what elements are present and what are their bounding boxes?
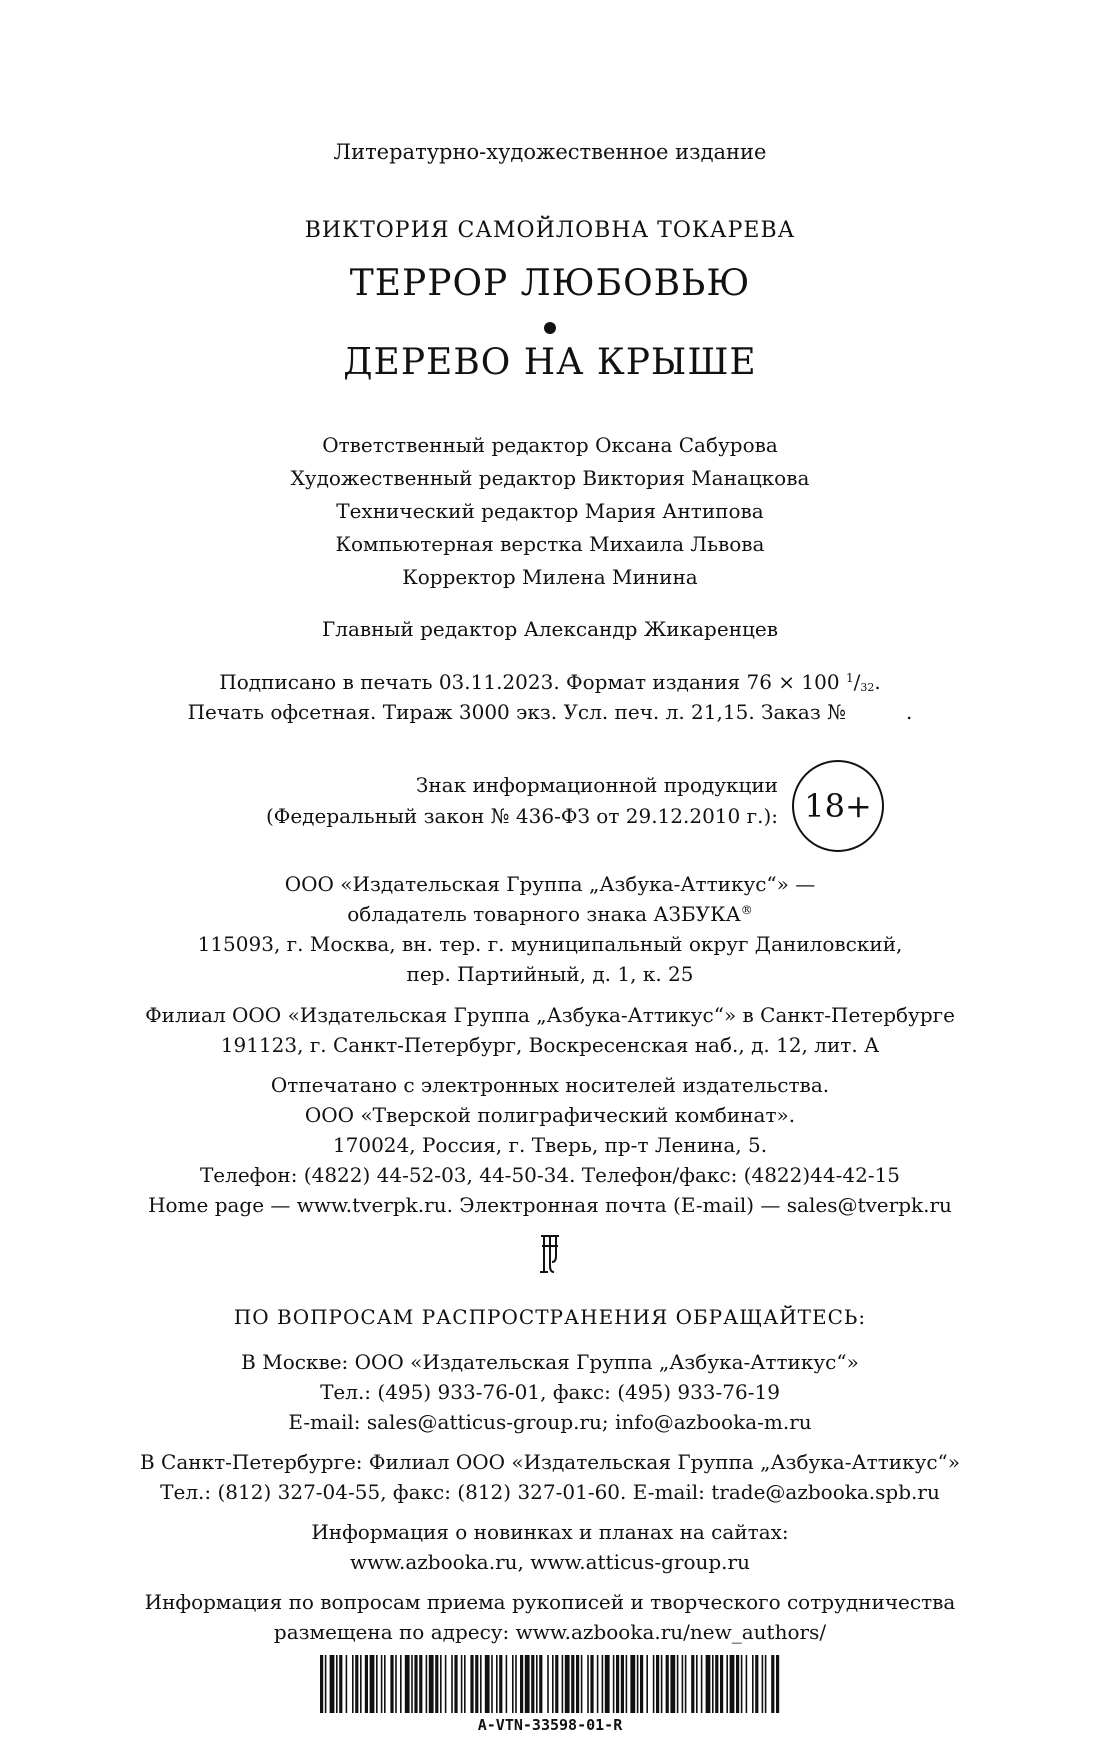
barcode-bar bbox=[677, 1655, 679, 1713]
printer-line: Отпечатано с электронных носителей издательства. bbox=[270, 1073, 830, 1097]
distribution-moscow: В Москве: ООО «Издательская Группа „Азбука-Аттикус“» bbox=[241, 1350, 859, 1374]
publisher-address: 115093, г. Москва, вн. тер. г. муниципальный округ Даниловский, bbox=[197, 932, 903, 956]
printer-monogram-icon bbox=[538, 1232, 562, 1278]
book-title-2: ДЕРЕВО НА КРЫШЕ bbox=[343, 342, 757, 383]
barcode-bar bbox=[464, 1655, 466, 1713]
barcode-bar bbox=[646, 1655, 648, 1713]
publisher-line: ООО «Издательская Группа „Азбука-Аттикус“» — bbox=[284, 872, 816, 896]
barcode-bar bbox=[776, 1655, 779, 1713]
barcode-bar bbox=[685, 1655, 687, 1713]
barcode-bar bbox=[765, 1655, 767, 1713]
barcode-bar bbox=[440, 1655, 442, 1713]
barcode-bar bbox=[454, 1655, 457, 1713]
barcode-bar bbox=[531, 1655, 534, 1713]
barcode-bar bbox=[485, 1655, 490, 1713]
barcode-bar bbox=[515, 1655, 517, 1713]
barcode-bar bbox=[470, 1655, 473, 1713]
barcode-bar bbox=[384, 1655, 386, 1713]
printer-line: 170024, Россия, г. Тверь, пр-т Ленина, 5. bbox=[332, 1133, 768, 1157]
staff-line: Компьютерная верстка Михаила Львова bbox=[335, 532, 765, 556]
barcode-bar bbox=[752, 1655, 754, 1713]
barcode-bar bbox=[626, 1655, 628, 1713]
format-fraction: $^1$/32 bbox=[845, 670, 875, 694]
barcode-bar bbox=[741, 1655, 743, 1713]
websites-line: Информация о новинках и планах на сайтах: bbox=[311, 1520, 789, 1544]
barcode-number: A-VTN-33598-01-R bbox=[477, 1716, 623, 1734]
barcode-bar bbox=[352, 1655, 354, 1713]
branch-address: 191123, г. Санкт-Петербург, Воскресенская наб., д. 12, лит. А bbox=[220, 1033, 880, 1057]
barcode-bar bbox=[771, 1655, 774, 1713]
publisher-line: обладатель товарного знака АЗБУКА® bbox=[347, 902, 753, 926]
barcode-bar bbox=[552, 1655, 554, 1713]
printer-line: ООО «Тверской полиграфический комбинат». bbox=[304, 1103, 796, 1127]
chief-editor: Главный редактор Александр Жикаренцев bbox=[322, 617, 778, 641]
author-name: ВИКТОРИЯ САМОЙЛОВНА ТОКАРЕВА bbox=[304, 218, 796, 243]
book-title-1: ТЕРРОР ЛЮБОВЬЮ bbox=[349, 263, 751, 304]
distribution-spb: В Санкт-Петербурге: Филиал ООО «Издательская Группа „Азбука-Аттикус“» bbox=[139, 1450, 961, 1474]
distribution-spb-contacts: Тел.: (812) 327-04-55, факс: (812) 327-01-60. E-mail: trade@azbooka.spb.ru bbox=[160, 1480, 940, 1504]
barcode-bar bbox=[616, 1655, 619, 1713]
barcode-bar bbox=[376, 1655, 378, 1713]
barcode-bar bbox=[691, 1655, 694, 1713]
barcode-bar bbox=[506, 1655, 508, 1713]
barcode-bar bbox=[637, 1655, 639, 1713]
barcode-bar bbox=[670, 1655, 675, 1713]
barcode-bar bbox=[346, 1655, 348, 1713]
barcode-bar bbox=[590, 1655, 593, 1713]
barcode-bar bbox=[555, 1655, 558, 1713]
barcode-bar bbox=[360, 1655, 362, 1713]
barcode-bar bbox=[630, 1655, 635, 1713]
manuscripts-line: Информация по вопросам приема рукописей и творческого сотрудничества bbox=[144, 1590, 956, 1614]
distribution-moscow-phone: Тел.: (495) 933-76-01, факс: (495) 933-76-19 bbox=[320, 1380, 780, 1404]
barcode-bar bbox=[706, 1655, 711, 1713]
barcode-bar bbox=[339, 1655, 342, 1713]
barcode-bar bbox=[536, 1655, 538, 1713]
barcode-bar bbox=[325, 1655, 327, 1713]
print-info-line-1: Подписано в печать 03.11.2023. Формат издания 76 × 100 $^1$/32. bbox=[219, 670, 881, 694]
age-rating-label: Знак информационной продукции (Федеральный закон № 436-ФЗ от 29.12.2010 г.): bbox=[265, 773, 778, 828]
registered-mark: ® bbox=[740, 903, 753, 917]
staff-line: Художественный редактор Виктория Манацкова bbox=[290, 466, 810, 490]
barcode-bar bbox=[381, 1655, 383, 1713]
age-rating-badge: 18+ bbox=[792, 760, 884, 852]
barcode-bar bbox=[666, 1655, 669, 1713]
barcode-bar bbox=[370, 1655, 375, 1713]
barcode-bar bbox=[605, 1655, 610, 1713]
print-info-text: Подписано в печать 03.11.2023. Формат издания 76 × 100 bbox=[219, 670, 840, 694]
publisher-address: пер. Партийный, д. 1, к. 25 bbox=[406, 962, 694, 986]
barcode-bar bbox=[587, 1655, 589, 1713]
title-separator-dot bbox=[544, 322, 556, 334]
barcode-bar bbox=[365, 1655, 368, 1713]
barcode-bar bbox=[330, 1655, 335, 1713]
barcode-bar bbox=[499, 1655, 502, 1713]
barcode-bar bbox=[512, 1655, 514, 1713]
barcode-bar bbox=[613, 1655, 615, 1713]
barcode-bar bbox=[597, 1655, 599, 1713]
barcode-bar bbox=[653, 1655, 655, 1713]
barcode-bar bbox=[336, 1655, 338, 1713]
barcode-bar bbox=[581, 1655, 583, 1713]
barcode bbox=[320, 1655, 780, 1713]
barcode-bar bbox=[496, 1655, 498, 1713]
barcode-bar bbox=[720, 1655, 723, 1713]
barcode-bar bbox=[762, 1655, 764, 1713]
barcode-bar bbox=[701, 1655, 703, 1713]
websites-urls: www.azbooka.ru, www.atticus-group.ru bbox=[350, 1550, 750, 1574]
barcode-bar bbox=[547, 1655, 549, 1713]
barcode-bar bbox=[726, 1655, 728, 1713]
barcode-bar bbox=[435, 1655, 438, 1713]
barcode-bar bbox=[414, 1655, 417, 1713]
barcode-bar bbox=[461, 1655, 463, 1713]
printer-contacts: Телефон: (4822) 44-52-03, 44-50-34. Телефон/факс: (4822)44-42-15 bbox=[199, 1163, 901, 1187]
barcode-bar bbox=[355, 1655, 358, 1713]
barcode-bar bbox=[400, 1655, 402, 1713]
staff-line: Ответственный редактор Оксана Сабурова bbox=[322, 433, 778, 457]
distribution-moscow-email: E-mail: sales@atticus-group.ru; info@azbooka-m.ru bbox=[288, 1410, 812, 1434]
barcode-bar bbox=[390, 1655, 393, 1713]
distribution-heading: ПО ВОПРОСАМ РАСПРОСТРАНЕНИЯ ОБРАЩАЙТЕСЬ: bbox=[233, 1305, 867, 1329]
barcode-bar bbox=[712, 1655, 714, 1713]
barcode-bar bbox=[491, 1655, 493, 1713]
staff-line: Технический редактор Мария Антипова bbox=[336, 499, 764, 523]
print-info-line-2: Печать офсетная. Тираж 3000 экз. Усл. печ. л. 21,15. Заказ № . bbox=[187, 700, 913, 724]
barcode-bar bbox=[565, 1655, 570, 1713]
staff-line: Корректор Милена Минина bbox=[402, 565, 698, 589]
barcode-bar bbox=[755, 1655, 758, 1713]
barcode-bar bbox=[395, 1655, 397, 1713]
barcode-bar bbox=[661, 1655, 663, 1713]
barcode-bar bbox=[429, 1655, 434, 1713]
barcode-bar bbox=[621, 1655, 624, 1713]
barcode-bar bbox=[571, 1655, 574, 1713]
barcode-bar bbox=[451, 1655, 453, 1713]
manuscripts-url: размещена по адресу: www.azbooka.ru/new_authors/ bbox=[273, 1620, 827, 1644]
barcode-bar bbox=[405, 1655, 410, 1713]
barcode-bar bbox=[696, 1655, 698, 1713]
barcode-bar bbox=[419, 1655, 422, 1713]
age-rating-block bbox=[0, 760, 1100, 860]
barcode-bar bbox=[656, 1655, 659, 1713]
barcode-bar bbox=[715, 1655, 718, 1713]
barcode-bar bbox=[445, 1655, 447, 1713]
barcode-bar bbox=[602, 1655, 604, 1713]
barcode-bar bbox=[640, 1655, 643, 1713]
barcode-bar bbox=[426, 1655, 428, 1713]
barcode-bar bbox=[562, 1655, 564, 1713]
barcode-bar bbox=[736, 1655, 739, 1713]
barcode-bar bbox=[525, 1655, 530, 1713]
printer-web: Home page — www.tverpk.ru. Электронная почта (E-mail) — sales@tverpk.ru bbox=[148, 1193, 952, 1217]
barcode-bar bbox=[576, 1655, 579, 1713]
edition-type: Литературно-художественное издание bbox=[333, 140, 767, 164]
barcode-bar bbox=[320, 1655, 323, 1713]
barcode-bar bbox=[682, 1655, 684, 1713]
barcode-bar bbox=[746, 1655, 748, 1713]
barcode-bar bbox=[730, 1655, 735, 1713]
barcode-bar bbox=[520, 1655, 523, 1713]
barcode-bar bbox=[475, 1655, 478, 1713]
barcode-bar bbox=[539, 1655, 542, 1713]
branch-line: Филиал ООО «Издательская Группа „Азбука-Аттикус“» в Санкт-Петербурге bbox=[145, 1003, 955, 1027]
barcode-bar bbox=[480, 1655, 482, 1713]
barcode-bar bbox=[411, 1655, 413, 1713]
